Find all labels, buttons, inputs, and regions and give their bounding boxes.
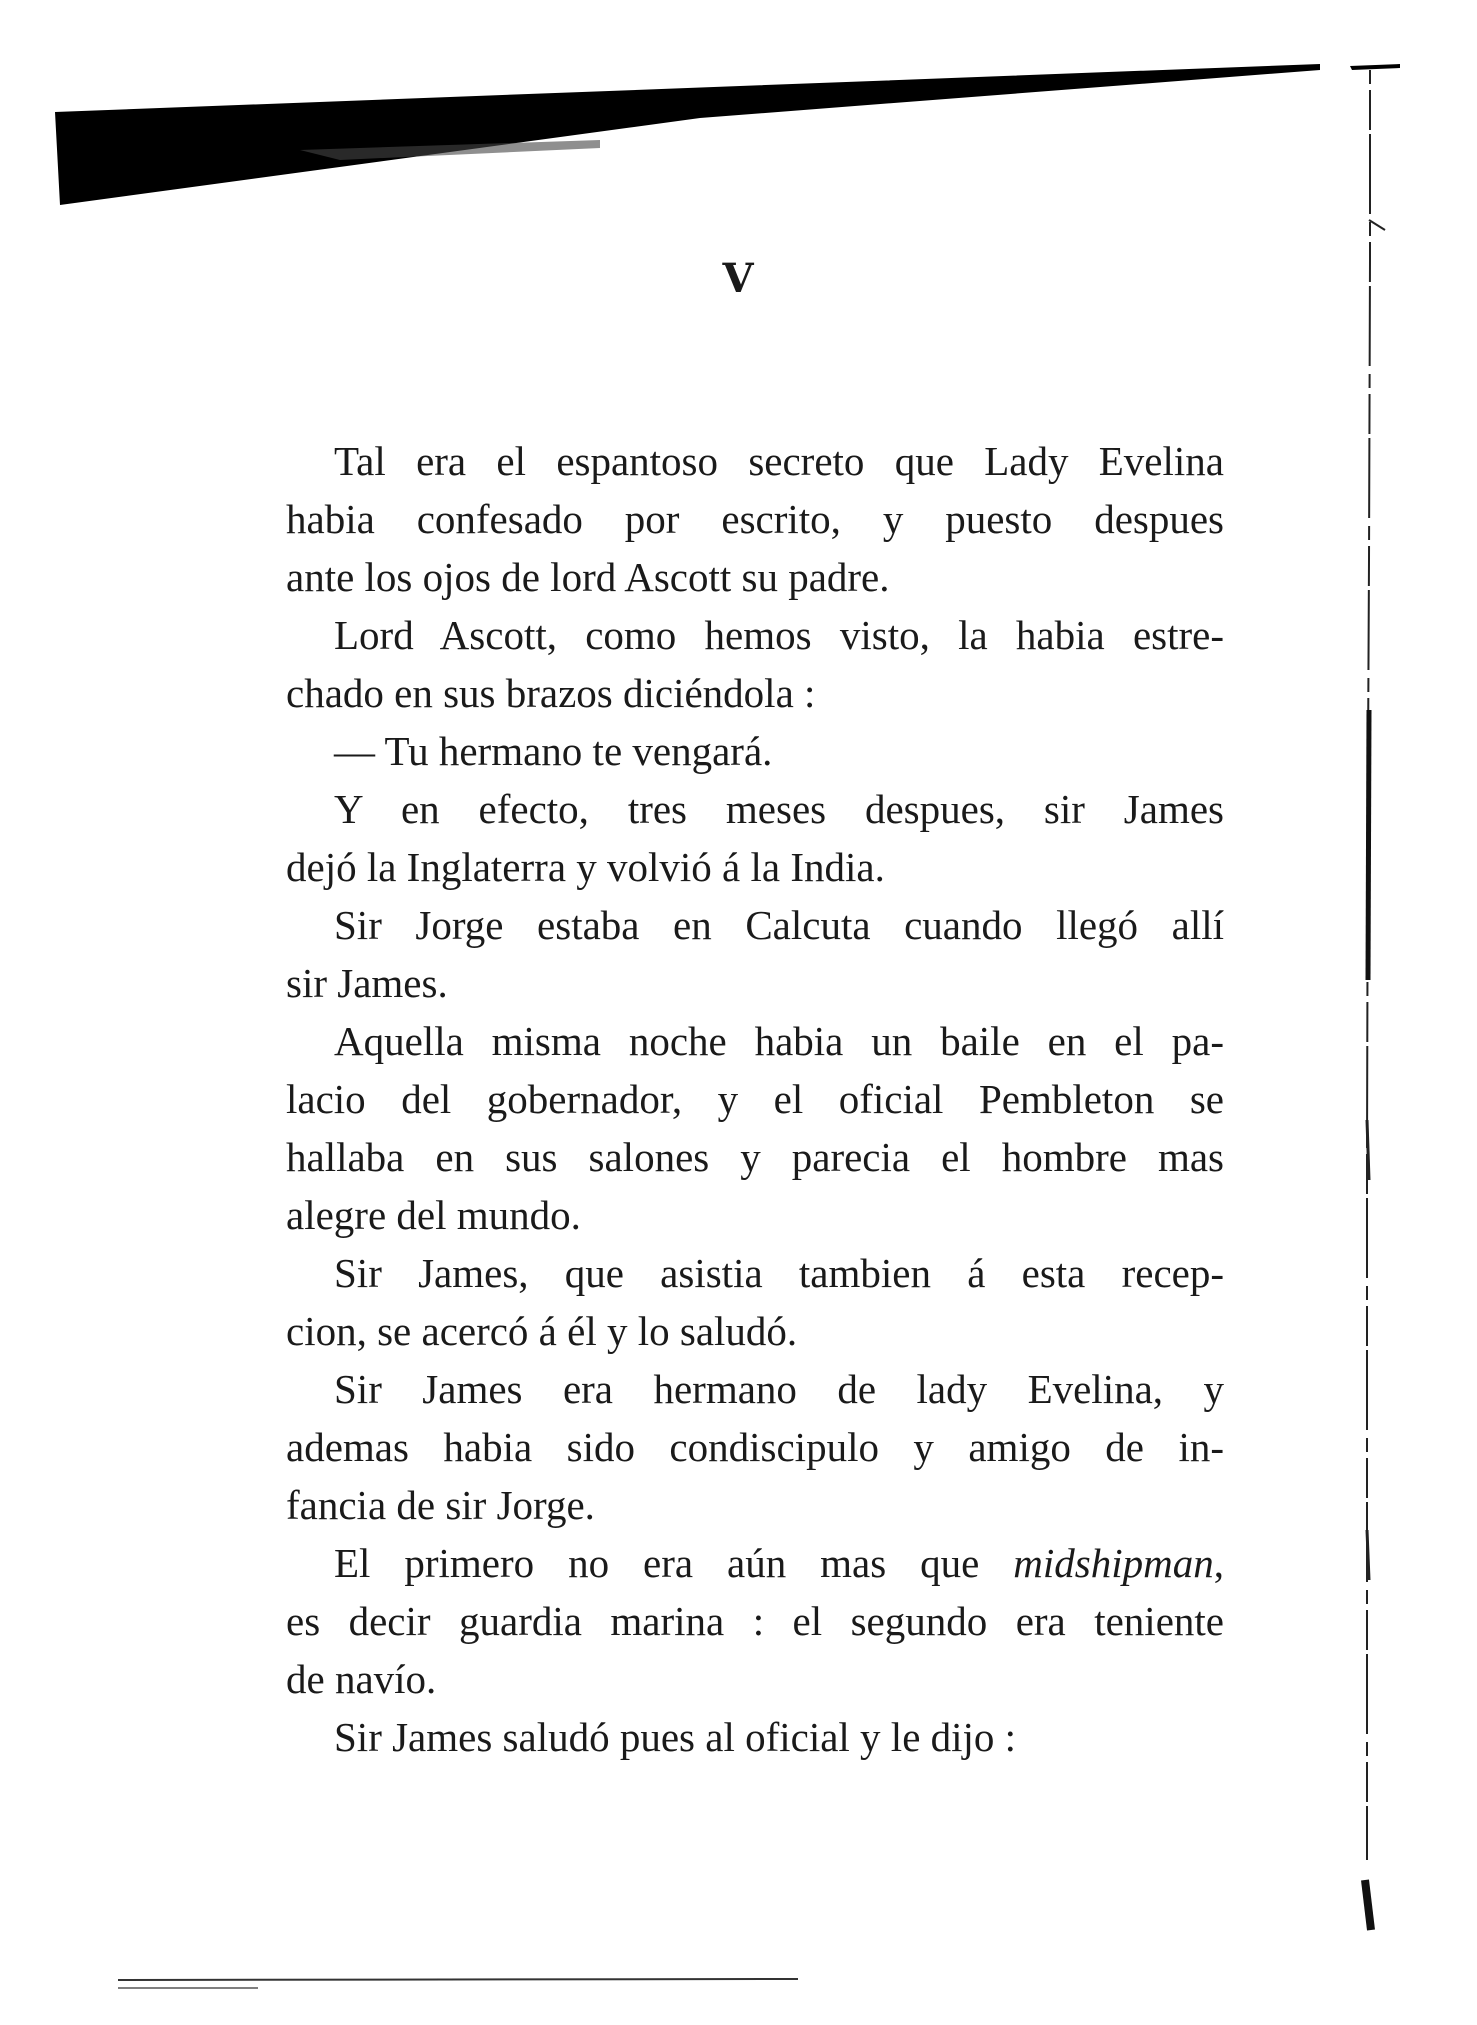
paragraph [286,896,1224,1012]
paragraph [286,1360,1224,1534]
text-line: Lord Ascott, como hemos visto, la habia estre- [334,612,1224,658]
text-line: cion, se acercó á él y lo saludó. [286,1308,798,1354]
text-line: Tal era el espantoso secreto que Lady Evelina [334,438,1224,484]
text-line: Sir James era hermano de lady Evelina, y [334,1366,1224,1412]
paragraph [286,1244,1224,1360]
text-line: — Tu hermano te vengará. [334,728,773,774]
paragraph [286,1012,1224,1244]
text-line: alegre del mundo. [286,1192,581,1238]
footer-rule [118,1978,798,1990]
paragraph [286,780,1224,896]
text-segment: El primero no era aún mas que [334,1540,1014,1586]
text-line: fancia de sir Jorge. [286,1482,595,1528]
text-line: de navío. [286,1656,437,1702]
text-line: chado en sus brazos diciéndola : [286,670,816,716]
text-line: habia confesado por escrito, y puesto despues [286,496,1224,542]
chapter-heading: V [722,255,755,302]
paragraph [286,606,1224,722]
paragraph [286,1708,1224,1766]
paragraph [286,1534,1224,1708]
paragraph [286,432,1224,606]
text-line: lacio del gobernador, y el oficial Pembleton se [286,1076,1224,1122]
text-line: sir James. [286,960,448,1006]
text-line: hallaba en sus salones y parecia el hombre mas [286,1134,1224,1180]
body-text [286,432,1224,1766]
text-segment: , [1213,1540,1224,1586]
italic-term: midshipman [1013,1540,1214,1586]
text-line: Sir James saludó pues al oficial y le dijo : [334,1714,1017,1760]
text-line: Sir James, que asistia tambien á esta recep- [334,1250,1224,1296]
text-line: dejó la Inglaterra y volvió á la India. [286,844,885,890]
text-line: ademas habia sido condiscipulo y amigo de in- [286,1424,1224,1470]
text-line: Sir Jorge estaba en Calcuta cuando llegó allí [334,902,1224,948]
scan-top-shadow [0,0,1477,260]
paragraph [286,722,1224,780]
text-line: Aquella misma noche habia un baile en el pa- [334,1018,1224,1064]
text-line: Y en efecto, tres meses despues, sir James [334,786,1224,832]
text-line [286,1534,1224,1592]
text-line: ante los ojos de lord Ascott su padre. [286,554,890,600]
scan-right-edge [1355,60,1395,1950]
text-line: es decir guardia marina : el segundo era teniente [286,1598,1224,1644]
